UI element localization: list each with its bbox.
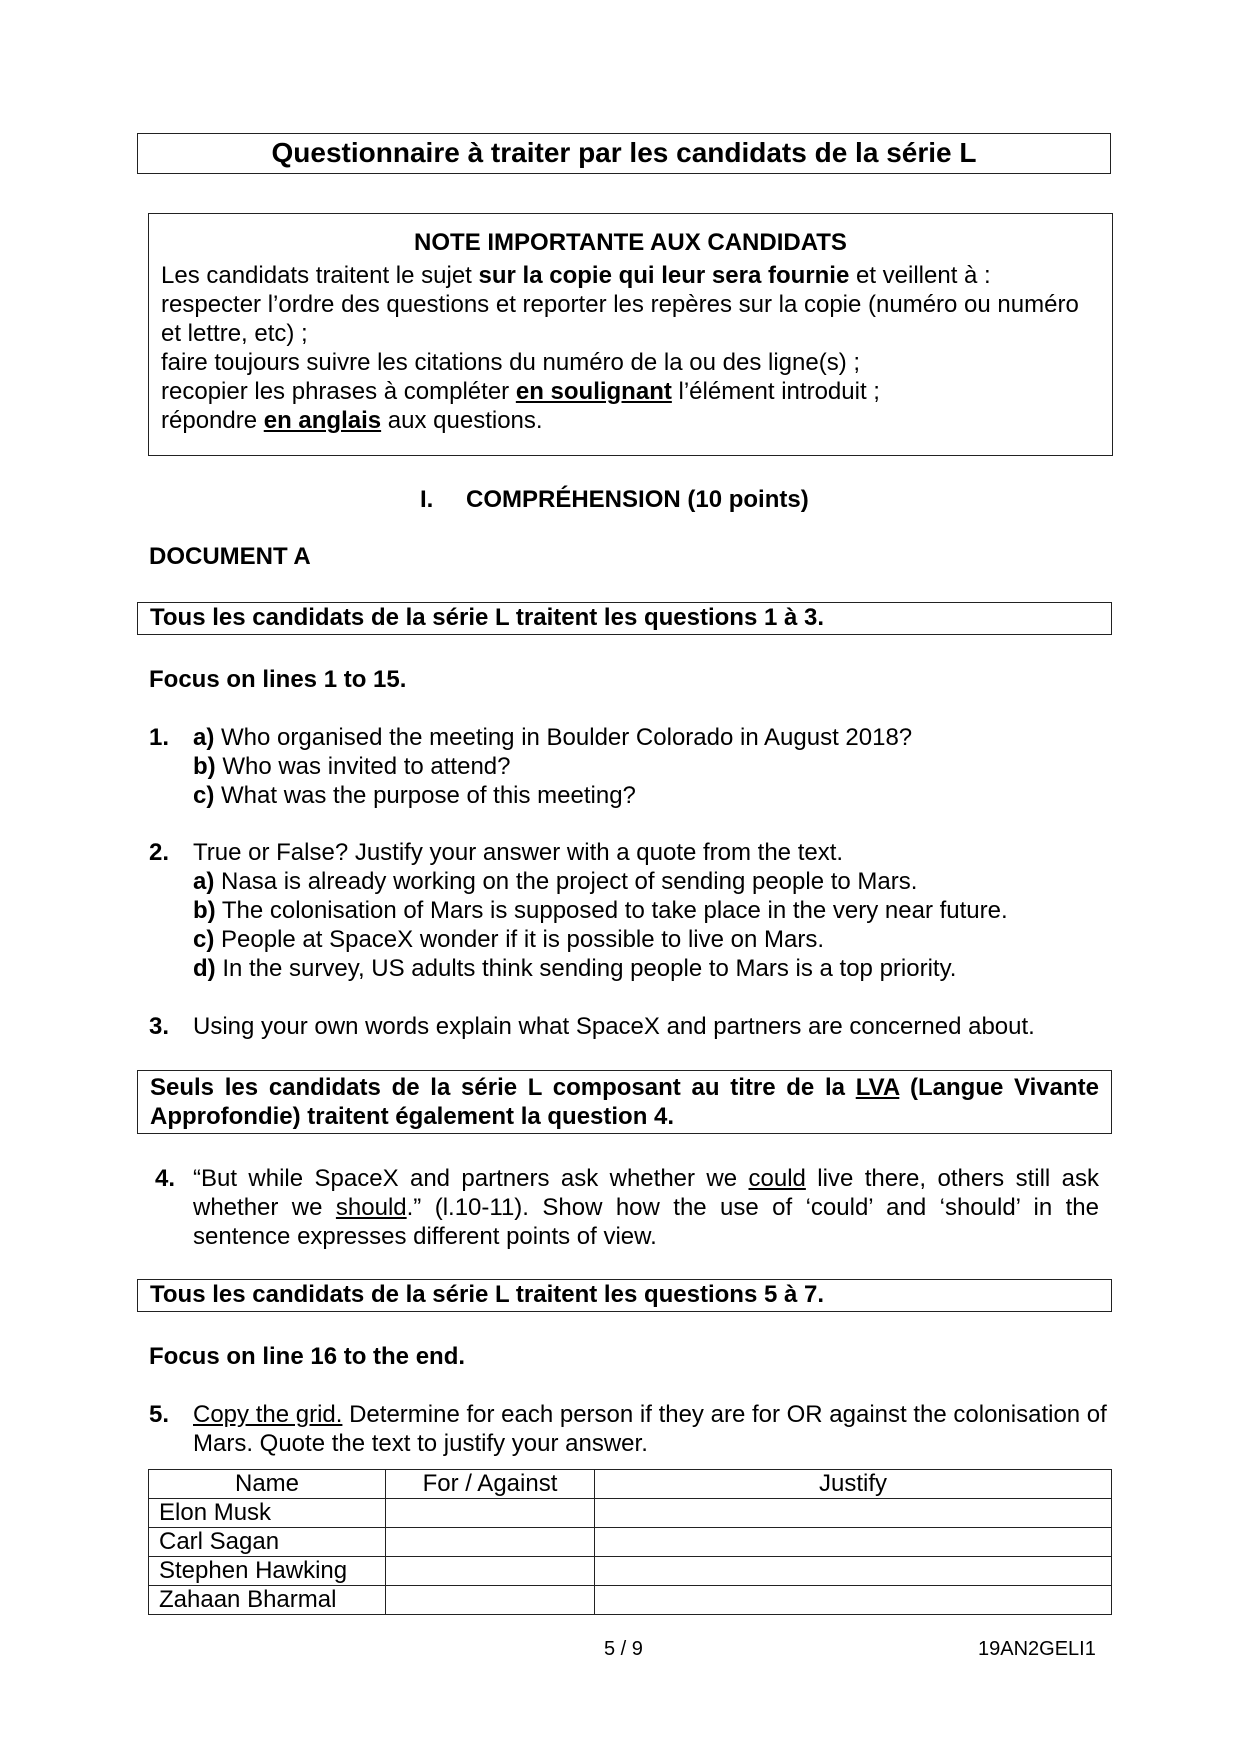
section-heading: I. COMPRÉHENSION (10 points): [420, 486, 809, 513]
focus-line-16-end: Focus on line 16 to the end.: [149, 1343, 466, 1370]
page-title: Questionnaire à traiter par les candidats de la série L: [137, 133, 1111, 174]
note-line-5: répondre en anglais aux questions.: [161, 407, 543, 434]
grid-empty-cell: [595, 1499, 1112, 1528]
focus-lines-1-15: Focus on lines 1 to 15.: [149, 666, 407, 693]
for-against-grid: [148, 1469, 1112, 1615]
important-note: [148, 213, 1113, 456]
page-number: 5 / 9: [604, 1638, 643, 1660]
question-3: 3. Using your own words explain what SpaceX and partners are concerned about.: [149, 1013, 1035, 1040]
question-4: 4. “But while SpaceX and partners ask whether we could live there, others still ask whether we should.” (l.10-11). Show how the use of ‘could’ and ‘should’ in the sentence expresses different points of view.: [155, 1165, 1099, 1250]
document-code: 19AN2GELI1: [978, 1638, 1096, 1660]
grid-header-name: Name: [149, 1470, 386, 1499]
grid-header-for-against: For / Against: [386, 1470, 595, 1499]
document-label: DOCUMENT A: [149, 543, 311, 570]
grid-empty-cell: [386, 1499, 595, 1528]
table-row: [149, 1557, 1112, 1586]
question-5: 5. Copy the grid. Determine for each person if they are for OR against the colonisation of Mars. Quote the text to justify your answer.: [149, 1401, 1107, 1457]
grid-empty-cell: [386, 1586, 595, 1615]
instruction-band-2: Seuls les candidats de la série L composant au titre de la LVA (Langue Vivante Approfondie) traitent également la question 4.: [137, 1070, 1112, 1134]
table-row: [149, 1528, 1112, 1557]
note-line-4: recopier les phrases à compléter en soulignant l’élément introduit ;: [161, 378, 880, 405]
grid-empty-cell: [595, 1557, 1112, 1586]
table-row: [149, 1586, 1112, 1615]
instruction-band-3: Tous les candidats de la série L traitent les questions 5 à 7.: [137, 1279, 1112, 1312]
grid-name-cell: Carl Sagan: [149, 1528, 386, 1557]
grid-name-cell: Zahaan Bharmal: [149, 1586, 386, 1615]
grid-name-cell: Elon Musk: [149, 1499, 386, 1528]
note-line-3: faire toujours suivre les citations du numéro de la ou des ligne(s) ;: [161, 349, 861, 376]
question-1: 1. a) Who organised the meeting in Boulder Colorado in August 2018? b) Who was invited to attend? c) What was the purpose of this meeting?: [149, 724, 913, 809]
grid-name-cell: Stephen Hawking: [149, 1557, 386, 1586]
grid-empty-cell: [386, 1528, 595, 1557]
grid-empty-cell: [595, 1586, 1112, 1615]
question-2: 2. True or False? Justify your answer with a quote from the text. a) Nasa is already working on the project of sending people to Mars. b) The colonisation of Mars is supposed to take place in the very near future. c) People at SpaceX wonder if it is possible to live on Mars. d) In the survey, US adults think sending people to Mars is a top priority.: [149, 839, 1008, 982]
grid-empty-cell: [595, 1528, 1112, 1557]
grid-header-row: [149, 1470, 1112, 1499]
note-heading: NOTE IMPORTANTE AUX CANDIDATS: [414, 229, 847, 256]
grid-header-justify: Justify: [595, 1470, 1112, 1499]
table-row: [149, 1499, 1112, 1528]
note-line-2: respecter l’ordre des questions et reporter les repères sur la copie (numéro ou numéro et lettre, etc) ;: [161, 291, 1079, 347]
instruction-band-1: Tous les candidats de la série L traitent les questions 1 à 3.: [137, 602, 1112, 635]
grid-empty-cell: [386, 1557, 595, 1586]
note-line-1: Les candidats traitent le sujet sur la copie qui leur sera fournie et veillent à :: [161, 262, 991, 289]
